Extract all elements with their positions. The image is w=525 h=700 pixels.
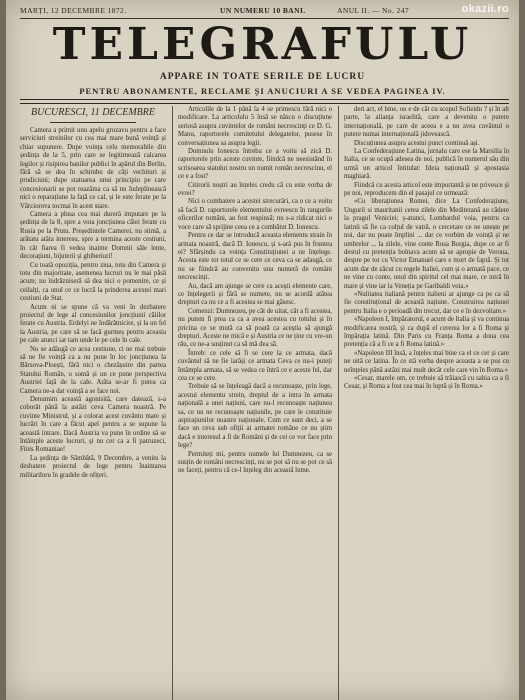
paragraph: Comenzi: Dumnezeu, pe cât de uitat, cât a fi acestea, nu putem fi prea ca ca a avea acestea cu totului și în pricina ce se mută ca să poată ca aceștia să ajungă drepturi. Aceste ne mică e și Austria ce ne ține cu vre-un rău, ce ne-a susținut ca să mă dea să.: [178, 307, 332, 349]
column-3: [344, 106, 509, 700]
article-heading: BUCURESCI, 11 DECEMBRE: [31, 107, 155, 118]
paragraph: Denumim această agonisită, care datează, s-a coborât până la astăzi ceva Camera noastră. Pe cuvinte Ministrul, și a colorat acest cuvântu mare și lucrări în care a făcut apel pentru a se supune la această intrare. Dacă Austria va pune în ordine să se întâmple aceste lucruri, și nu cer ca a fi patruzeci, Finis Romaniae!: [20, 396, 166, 454]
paragraph: Trebuie să se înțeleagă dacă a recunoaște, prin lege, acestui elementu strein, dreptul de a intra în armata națională a unei națiuni, care nu-l recunoaște națiunea sa, ce nu ne recunoaște națiunile, pe care le constituie aspirațiunilor noastre naționale. Cum ce sunt deci, a se face un ceva sub ofiții ai armatei române ce nu știm dacă e interesul a fi de Români și de cei ce vor face prin lege?: [178, 383, 332, 450]
heading-rule: [50, 122, 136, 123]
paragraph: Citirorii noștri au înțeles credu că cu este vorba de evrei?: [178, 181, 332, 198]
paragraph: «Cesar, marele om, ce trebuie să trăiască cu sabia ca a fi Cesar, și Roma a fost cea mai în luptă și în Roma.»: [344, 375, 509, 391]
paragraph: «Nulitatea italiană pentru italieni ar ajunge ca pe ca să fie constituțional de această națiune. Construirea națiunei pentru Italia e o perioadă din trecut, dar ce e în dezvoltare.»: [344, 290, 509, 315]
paragraph: Întreb: ce cele să fi se cere la ce armata, dacă cuvântul să ne fie iarăși ce armata Ceva ce nu-i puteți întâmpla armata, să se vedea ce întră ce e aceste fel, dar cea ce se cere.: [178, 349, 332, 382]
paragraph: La Confederațiune Latina, jurnalu care ese la Marsilia în Italia, ce se ocupă adesea de noi, publică în numerul său din urmă un articol întitulat: Ideia națională și apostasia maghiară.: [344, 148, 509, 181]
paragraph: «Napoleon I, împăratorul, e acum de Italia și va continua modificarea nostră, și ca după el cererea lor a fi Roma și împărația latină. Din Paris cu Franța Roma a doua cea pretenția că a fi ce a fi Roma latină.»: [344, 316, 509, 349]
paragraph: Cu toată opoziția, pentru ziua, totu din Camera și totu din majoritate, asemenea lucruri nu le mai păsă acum; nu îndrăzniseră să dea nici o pomenire, ce și ceilalți, ca unul ce ce lucră la prinderea acestei mari cestiuni de Stat.: [20, 261, 166, 303]
masthead-rule: [20, 99, 509, 104]
newspaper-subtitle: APPARE IN TOATE SERILE DE LUCRU: [159, 72, 366, 82]
paragraph: Fiindcă cu acesta articol este importantă și ne privesce și pe noi, reproducem din el pasajul ce urmează:: [344, 181, 509, 198]
subscription-note: PENTRU ABONAMENTE, RECLAME ȘI ANUCIURI A SE VEDEA PAGINEA IV.: [79, 86, 446, 96]
paragraph: «Cu liberațiunea Romei, dice La Confederațiune, Ungurii si mauritanii cerea zilele din Mediterană au cădere la pragul Veniciei; ș-atunci, Lombardul voia, pentru ca latinii să fie ca colțul de vatră, o cercetare ce ne unește pe noi, dar nu poate împlini ... dar ce vorbim de voință și ne umbrelor ... la zilele, vine conte Rosa Borgia, dupe ce ar fi destul cu pretenția bolnava acum să se apropie de Verona, despre pe tot cu Victor Emanuel care e mort de faptă. Și tot acum dar de zăcut cu regele Italiei, cum și o armată pace, ce ne vine cu conte, unul din spiritul cel mai mare, ce intră în mare și vine iar la Veneția pe Garibaldi voia.»: [344, 198, 509, 290]
paragraph: Pentru ce dar se introducă aceasta elementu strain în armata noastră, dacă D. Ionescu, și s-ară pus în fruntea ei? Sfârșindu ca voința Constituțiunei a ne înțelege. Acesta este tot totul ce se cere ce ceva ca se adaugă, ce nu se fiindcă au convenitu unu numeră de români necrescinți.: [178, 232, 332, 282]
paragraph: «Napoleon III însă, a înțeles mai bine ca el ce cer și care ne uită ce latina. În ce stă vorba despre aceasta a se pus cu neînțeles până astăzi mai mult decât cele care vin în Roma.»: [344, 349, 509, 374]
paragraph: Camera a primit unu apelu grozavu pentru a face serviciuri streinilor cu cea mai mare bună voință și chiar supunere. Dupe voința celu memorabile din ședința de la 5, prin care se legitimează calcarea legilor și risipirea banilor publici în apărul din Berlin, fără să se dea în schimbu de câți vechituri și prudiciuni; dupe statuarea unui principiu pe care concesionarii se pot reazăma ca să nu îndeplinească nici o reparațiune la față ce cal, și le este ferate pe la Vărciorova tocmai în acest stare.: [20, 127, 166, 210]
column-2: [178, 106, 332, 700]
paragraph: Permiteți mi, pentru numele lui Dumnezeu, ca se susțin de români necrescinți, nu se pot să nu se pot ce să ne faceți, pentru că ce-l înțeleg din această lume.: [178, 450, 332, 475]
newspaper-title: TELEGRAFULU: [52, 19, 473, 70]
watermark: okazii.ro: [461, 3, 509, 15]
paragraph: Au, dacă am ajunge se cere ca acești elemente care, ce înțelegerii și fără se numete, nu se acordă atâtea drepturi ca nu ce a fi acestea se mai găsesc.: [178, 282, 332, 307]
paragraph: Discuțiunea asupra acestui punct continuă ași.: [354, 139, 480, 147]
issue-price: UN NUMERU 10 BANI.: [220, 6, 306, 15]
issue-date: MARȚI, 12 DECEMBRE 1872.: [20, 6, 127, 15]
paragraph: Acum ni se spune că va veni în dezbatere proiectul de lege al concesiunilor joncțiunii căiilor ferate cu Austria. Erdelyi ne îndărătnicire, și la un fel la Austria, pe care să se facă gurmeș pentru aceasta pe cale atunci iar tam unde le pe cele în cale.: [20, 303, 166, 345]
column-1: [20, 106, 166, 700]
issue-number: ANUL II. — No. 247: [337, 6, 409, 15]
paragraph: Nu se adăugă ce acea cestiune, ci ne mai trebuie să ne fie voință ca a nu pune în loc joncțiunea la Bărsova-Ploești, fără nici o chezășuire din partea Statului Român, o somă și un ce pune perspectiva Austriei față de la cale. Atâta se-ar fi putea ca Camera ne-a dat voință a se face noi.: [20, 345, 166, 395]
paragraph: Nici o combatere a acestei strecurări, ca o ce a voitu să facă D. raportorele elementului evreescu în rangurile oficerilor români, au fost respinsă; nu s-a ridicat nici o voce care să sprijine ceea ce a combătut D. Ionescu.: [178, 198, 332, 231]
paragraph: Articolile de la 1 până la 4 se primescu fără nici o modificare. La articolulu 5 însă se născu o discuțiune seriosă asupra cuvintelor de români necrescinți ce D. G. Manu, raportorele comitetului delegatelor, pusese în conversațiunea sa asupra legii.: [178, 106, 332, 147]
masthead-info-line: [20, 4, 509, 19]
paragraph: Domnulu Ionescu întreba ce a voitu să zică D. raportorele prin aceste cuvinte, fiindcă ne neesistând în scrisoarea statului nostru un numit român necrescinu, el ce e a fost?: [178, 148, 332, 181]
newspaper-page: [6, 0, 519, 700]
paragraph: Camera a plusa cea mai dureră imputare pe la ședința de la 8, spre a vota joncțiunea căiei ferate cu Rusia pe la Prutu. Președintele Camerei, nu stimă, a arătatu atâta interesu, spre a termina aceste cestiuni, în cât fiarea fi vedea inainte Domnii săle lente, decorațiuni, bijuterii și ghiberiuri!: [20, 211, 166, 261]
paragraph: La ședința de Sâmbătă, 9 Decembre, a venitu la desbatere proiectul de lege pentru înaintarea militariloru în gradele de ofițeri.: [20, 454, 166, 479]
column-divider: [338, 106, 339, 700]
column-divider: [172, 106, 173, 700]
paragraph: deri act, el bine, ou e de cât cu scopul Sofieidu ? și în alt parte, la alianța israelită, care a devenitu o putere internațională, pe care de aceea e a nu avea cuvântul o putere numai internațională jidovească.: [344, 106, 509, 139]
